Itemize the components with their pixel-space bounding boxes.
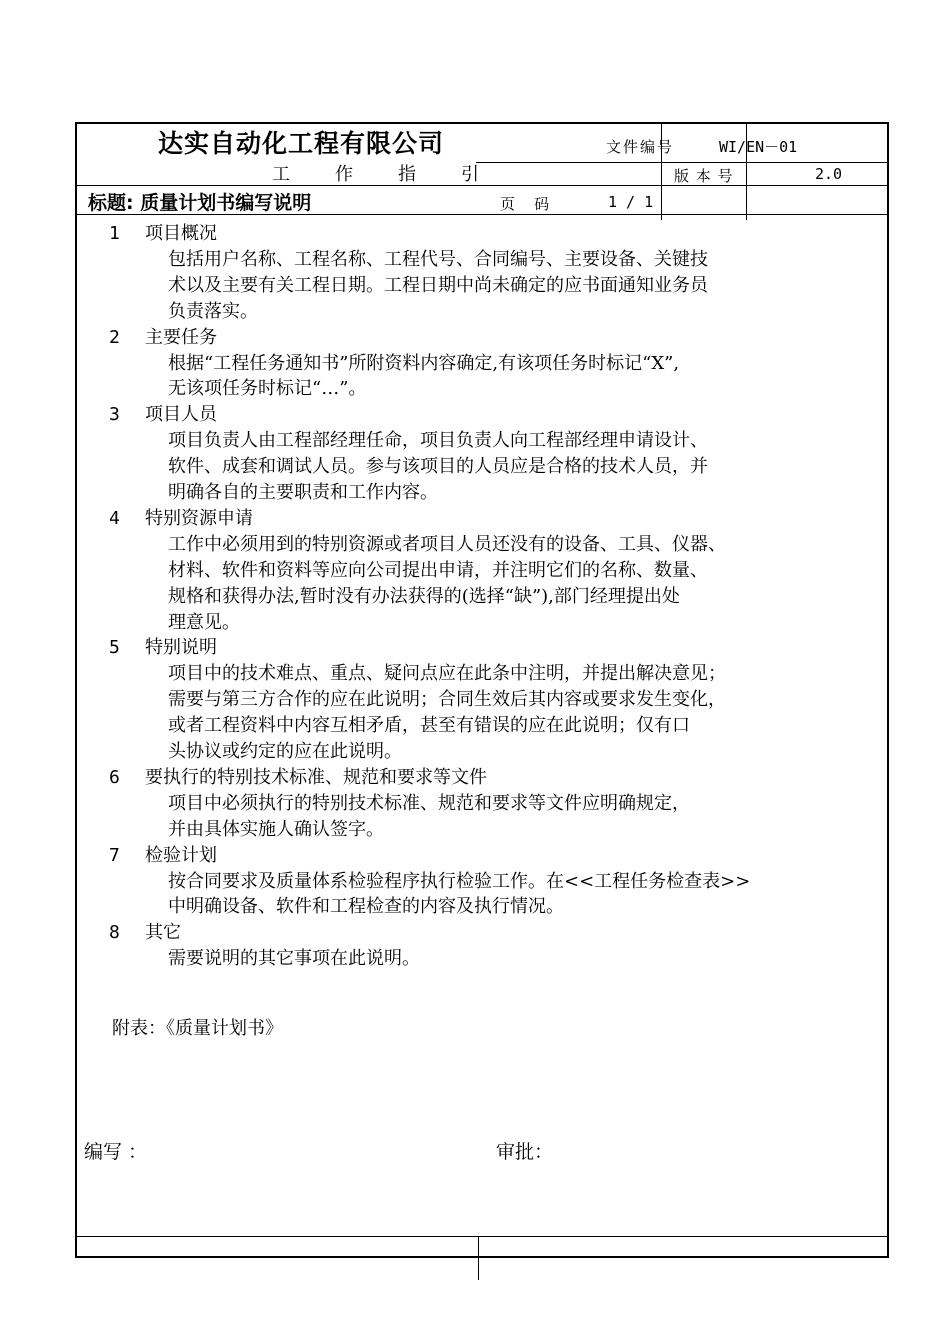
section-body-line: 项目负责人由工程部经理任命，项目负责人向工程部经理申请设计、: [168, 430, 708, 452]
section-body-line: 项目中必须执行的特别技术标准、规范和要求等文件应明确规定，: [168, 792, 690, 814]
section-number: 8: [109, 922, 120, 944]
section-number: 3: [109, 404, 120, 426]
document-title: 标题: 质量计划书编写说明: [88, 192, 312, 214]
section-body-line: 需要与第三方合作的应在此说明；合同生效后其内容或要求发生变化，: [168, 689, 726, 711]
section-heading: [109, 323, 217, 349]
section-body-line: 工作中必须用到的特别资源或者项目人员还没有的设备、工具、仪器、: [168, 533, 726, 555]
section-body-line: 根据“工程任务通知书”所附资料内容确定,有该项任务时标记“X”,: [168, 352, 680, 374]
attachment-note: 附表：《质量计划书》: [112, 1018, 283, 1039]
section-body-line: 并由具体实施人确认签字。: [168, 818, 384, 840]
header-divider: [476, 162, 889, 163]
header-divider: [77, 185, 889, 186]
section-body-line: 需要说明的其它事项在此说明。: [168, 948, 420, 970]
section-number: 6: [109, 766, 120, 788]
section-body-line: 软件、成套和调试人员。参与该项目的人员应是合格的技术人员，并: [168, 456, 708, 478]
section-heading: [109, 841, 217, 867]
section-body-line: 无该项任务时标记“…”。: [168, 378, 367, 400]
approval-signature-label: 审批：: [496, 1141, 554, 1163]
section-heading-text: 特别资源申请: [145, 507, 253, 529]
section-number: 2: [109, 326, 120, 348]
section-body-line: 明确各自的主要职责和工作内容。: [168, 482, 438, 503]
section-heading: [109, 219, 217, 245]
section-body-line: 头协议或约定的应在此说明。: [168, 741, 402, 762]
section-heading: [109, 400, 217, 426]
subtitle-char: 引: [461, 164, 479, 185]
page-label: 页 码: [500, 195, 550, 213]
doc-no-label: 文件编号: [606, 138, 675, 156]
section-number: 5: [109, 637, 120, 659]
section-heading-text: 检验计划: [145, 844, 217, 866]
subtitle-char: 指: [398, 164, 416, 185]
section-heading: [109, 633, 217, 659]
footer-divider: [77, 1236, 889, 1237]
section-heading: [109, 504, 253, 530]
section-body-line: 术以及主要有关工程日期。工程日期中尚未确定的应书面通知业务员: [168, 274, 708, 296]
version-value: 2.0: [815, 165, 843, 183]
section-number: 1: [109, 223, 120, 244]
section-number: 7: [109, 844, 120, 866]
section-body-line: 按合同要求及质量体系检验程序执行检验工作。在<<工程任务检查表>>: [168, 870, 751, 892]
section-heading-text: 其它: [145, 922, 181, 944]
section-heading-text: 特别说明: [145, 637, 217, 659]
section-body-line: 规格和获得办法,暂时没有办法获得的(选择“缺”),部门经理提出处: [168, 585, 680, 607]
page-value: 1 / 1: [608, 193, 654, 211]
section-body-line: 项目中的技术难点、重点、疑问点应在此条中注明，并提出解决意见；: [168, 663, 726, 685]
section-heading: [109, 918, 181, 944]
section-body-line: 理意见。: [168, 611, 240, 633]
section-heading-text: 要执行的特别技术标准、规范和要求等文件: [145, 766, 487, 788]
doc-no-value: WI/EN－01: [719, 138, 798, 156]
subtitle-char: 作: [335, 164, 353, 185]
version-label: 版 本 号: [674, 167, 734, 185]
doc-type-subtitle: [272, 160, 479, 186]
section-heading-text: 项目人员: [145, 404, 217, 426]
section-body-line: 或者工程资料中内容互相矛盾，甚至有错误的应在此说明；仅有口: [168, 715, 690, 737]
section-number: 4: [109, 507, 120, 529]
section-body-line: 中明确设备、软件和工程检查的内容及执行情况。: [168, 896, 564, 918]
author-signature-label: 编写 ：: [84, 1141, 148, 1163]
section-body-line: 材料、软件和资料等应向公司提出申请，并注明它们的名称、数量、: [168, 559, 708, 581]
section-body-line: 包括用户名称、工程名称、工程代号、合同编号、主要设备、关键技: [168, 248, 708, 270]
section-body-line: 负责落实。: [168, 300, 258, 322]
section-heading-text: 项目概况: [145, 223, 217, 244]
subtitle-char: 工: [272, 164, 290, 185]
company-name: 达实自动化工程有限公司: [158, 129, 445, 158]
footer-divider: [478, 1236, 479, 1280]
section-heading-text: 主要任务: [145, 326, 217, 348]
section-heading: [109, 763, 487, 789]
